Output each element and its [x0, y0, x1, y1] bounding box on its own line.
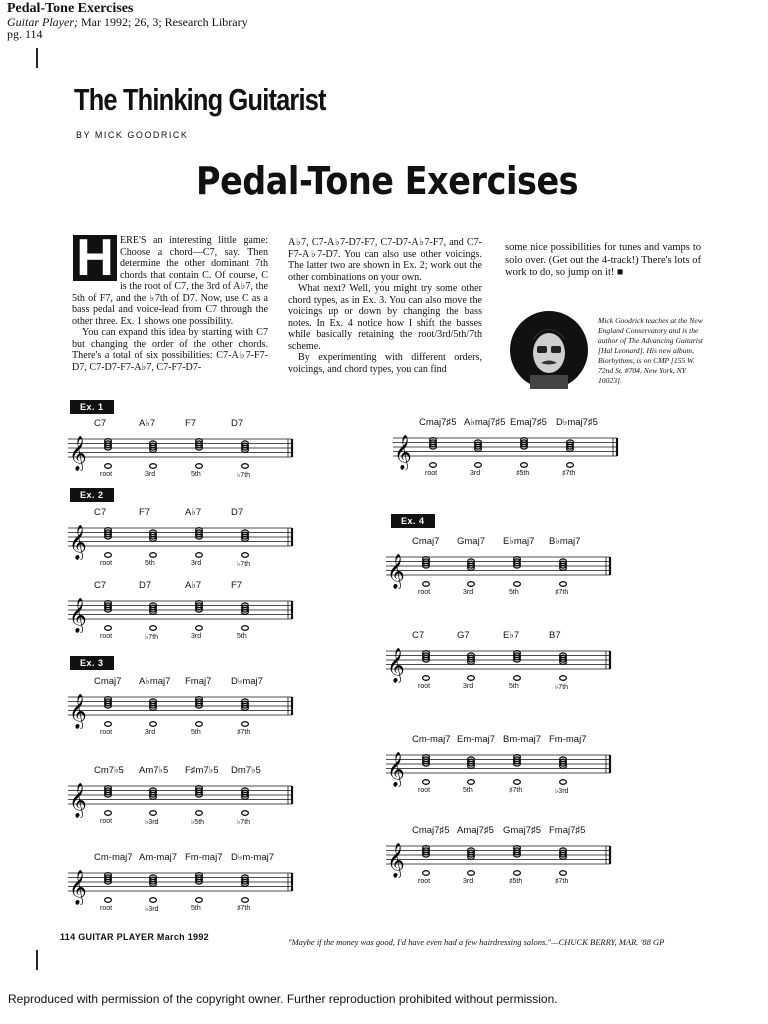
body-column-3: [505, 242, 701, 280]
pedal-note-head: [514, 871, 521, 876]
pedal-note-head: [560, 582, 567, 587]
pedal-note-head: [105, 898, 112, 903]
pedal-note-head: [150, 898, 157, 903]
scale-degree: 3rd: [463, 683, 474, 690]
staff-system: [68, 676, 300, 740]
pedal-note-head: [514, 582, 521, 587]
treble-clef-icon: 𝄞: [69, 870, 87, 905]
scale-degree: 3rd: [191, 633, 202, 640]
byline: BY MICK GOODRICK: [76, 130, 189, 140]
chord-symbol: D7: [231, 507, 244, 518]
scale-degree: 5th: [191, 729, 201, 736]
chord-symbol: D♭maj7: [231, 676, 263, 687]
chord-symbol: D7: [231, 418, 244, 429]
staff-system: [386, 825, 618, 889]
chord-symbol: Am-maj7: [139, 852, 178, 863]
pedal-note-head: [196, 626, 203, 631]
scale-degree: ♭7th: [237, 819, 251, 826]
page-number: pg. 114: [7, 27, 43, 41]
example-2-label: Ex. 2: [70, 488, 114, 502]
example-3-label: Ex. 3: [70, 656, 114, 670]
chord-symbol: Dm7♭5: [231, 765, 261, 776]
chord-symbol: A♭7: [185, 580, 202, 591]
scale-degree: ♯7th: [237, 905, 251, 912]
paragraph: ERE'S an interesting little game: Choose a chord—C7, say. Then determine the other dominant 7th chords that contain C. Of course, C is the root of C7, the 3rd of A♭7, the 5th of F7, and the ♭7th of D7. Now, use C as a bass pedal and voice-lead from C7 through the other three. Ex. 1 shows one possibility.: [72, 235, 268, 327]
scale-degree: ♭7th: [237, 561, 251, 568]
music-staff: [393, 430, 625, 470]
scale-degree: ♭7th: [555, 684, 569, 691]
scale-degree: 5th: [463, 787, 473, 794]
reproduction-notice: Reproduced with permission of the copyright owner. Further reproduction prohibited without permission.: [8, 992, 558, 1006]
scale-degree: ♭3rd: [555, 788, 569, 795]
scale-degree: ♯5th: [516, 470, 530, 477]
source-magazine: Guitar Player;: [7, 15, 78, 29]
staff-system: [68, 765, 300, 829]
chord-symbol: C7: [412, 630, 425, 641]
chord-symbol: Cmaj7: [412, 536, 440, 547]
body-column-2: [288, 237, 482, 375]
staff-system: [68, 418, 300, 482]
scale-degree: root: [418, 878, 431, 885]
treble-clef-icon: 𝄞: [69, 436, 87, 471]
chord-symbol: Fm-maj7: [549, 734, 587, 745]
paragraph: By experimenting with different orders, voicings, and chord types, you can find: [288, 352, 482, 375]
scale-degree: ♯7th: [509, 787, 523, 794]
pedal-note-head: [521, 463, 528, 468]
scale-degree: root: [100, 905, 113, 912]
chord-symbol: Cmaj7: [94, 676, 122, 687]
music-staff: [68, 778, 300, 818]
chord-symbol: E♭maj7: [503, 536, 535, 547]
chord-symbol: E♭7: [503, 630, 520, 641]
chord-symbol: Cmaj7♯5: [419, 417, 457, 428]
chord-symbol: A♭7: [185, 507, 202, 518]
scale-degree: ♭7th: [145, 634, 159, 641]
scale-degree: ♭3rd: [145, 819, 159, 826]
chord-symbol: Emaj7♯5: [510, 417, 547, 428]
chord-symbol: Fmaj7: [185, 676, 212, 687]
scale-degree: 5th: [509, 683, 519, 690]
pedal-note-head: [105, 553, 112, 558]
scale-degree: root: [100, 560, 113, 567]
pedal-note-head: [468, 676, 475, 681]
pedal-note-head: [468, 780, 475, 785]
crop-mark-top: [36, 48, 38, 68]
author-bio: Mick Goodrick teaches at the New England Conservatory and is the author of The Advancing Guitarist [Hal Leonard]. His new album, Biorhythms, is on CMP [155 W. 72nd St. #704, New York, NY 10023].: [598, 316, 703, 385]
paragraph: You can expand this idea by starting with C7 but changing the order of the other chords. There's a total of six possibilities: C7-A♭7-F7-D7, C7-D7-F7-A♭7, C7-F7-D7-: [72, 327, 268, 373]
page-footer: 114 GUITAR PLAYER March 1992: [60, 932, 209, 942]
drop-cap: H: [73, 235, 117, 281]
music-staff: [386, 838, 618, 878]
scale-degree: 5th: [145, 560, 155, 567]
treble-clef-icon: 𝄞: [387, 752, 405, 787]
chord-symbol: F7: [185, 418, 197, 429]
chord-symbol: Amaj7♯5: [457, 825, 494, 836]
chord-symbol: Cmaj7♯5: [412, 825, 450, 836]
chord-symbol: D7: [139, 580, 152, 591]
pedal-note-head: [423, 582, 430, 587]
scale-degree: ♯7th: [555, 878, 569, 885]
pedal-note-head: [514, 676, 521, 681]
chord-symbol: C7: [94, 580, 107, 591]
staff-system: [68, 580, 300, 644]
pedal-note-head: [196, 898, 203, 903]
treble-clef-icon: 𝄞: [387, 648, 405, 683]
chord-symbol: Fm-maj7: [185, 852, 223, 863]
staff-system: [386, 536, 618, 600]
pedal-note-head: [150, 553, 157, 558]
scale-degree: 5th: [237, 633, 247, 640]
treble-clef-icon: 𝄞: [69, 525, 87, 560]
pedal-note-head: [423, 871, 430, 876]
pedal-note-head: [514, 780, 521, 785]
pedal-note-head: [242, 464, 249, 469]
chord-symbol: D♭maj7♯5: [556, 417, 598, 428]
treble-clef-icon: 𝄞: [69, 783, 87, 818]
scale-degree: root: [100, 471, 113, 478]
music-staff: [68, 689, 300, 729]
pedal-note-head: [423, 780, 430, 785]
scale-degree: 3rd: [463, 878, 474, 885]
chord-symbol: Cm-maj7: [94, 852, 133, 863]
pedal-note-head: [196, 464, 203, 469]
scale-degree: ♯7th: [555, 589, 569, 596]
pedal-note-head: [560, 676, 567, 681]
pedal-note-head: [196, 722, 203, 727]
chord-symbol: Em-maj7: [457, 734, 496, 745]
chord-symbol: A♭7: [139, 418, 156, 429]
chord-symbol: F7: [231, 580, 243, 591]
scale-degree: 5th: [191, 905, 201, 912]
pedal-note-head: [196, 553, 203, 558]
scale-degree: ♯7th: [562, 470, 576, 477]
treble-clef-icon: 𝄞: [387, 843, 405, 878]
music-staff: [386, 549, 618, 589]
pedal-note-head: [150, 464, 157, 469]
music-staff: [386, 643, 618, 683]
pedal-note-head: [150, 811, 157, 816]
pedal-note-head: [468, 582, 475, 587]
pedal-note-head: [105, 464, 112, 469]
music-staff: [68, 593, 300, 633]
scale-degree: root: [418, 589, 431, 596]
scale-degree: 3rd: [463, 589, 474, 596]
chord-symbol: F7: [139, 507, 151, 518]
chord-symbol: Cm7♭5: [94, 765, 124, 776]
chord-symbol: C7: [94, 507, 107, 518]
pedal-note-head: [560, 780, 567, 785]
chord-symbol: Fmaj7♯5: [549, 825, 586, 836]
scale-degree: 3rd: [145, 471, 156, 478]
staff-system: [386, 630, 618, 694]
music-staff: [68, 865, 300, 905]
chord-symbol: A♭maj7: [139, 676, 171, 687]
chord-symbol: C7: [94, 418, 107, 429]
chord-symbol: F♯m7♭5: [185, 765, 219, 776]
scale-degree: 3rd: [470, 470, 481, 477]
pedal-note-head: [242, 626, 249, 631]
chord-symbol: B♭maj7: [549, 536, 581, 547]
column-name: The Thinking Guitarist: [74, 82, 326, 117]
scale-degree: root: [100, 633, 113, 640]
scale-degree: root: [418, 787, 431, 794]
pedal-note-head: [430, 463, 437, 468]
pedal-note-head: [105, 722, 112, 727]
scale-degree: ♯7th: [237, 729, 251, 736]
pedal-note-head: [242, 811, 249, 816]
staff-system: [68, 852, 300, 916]
chord-symbol: Gmaj7♯5: [503, 825, 542, 836]
scale-degree: 5th: [509, 589, 519, 596]
example-1-label: Ex. 1: [70, 400, 114, 414]
pedal-note-head: [150, 722, 157, 727]
chord-symbol: Am7♭5: [139, 765, 169, 776]
chord-symbol: B7: [549, 630, 561, 641]
scale-degree: root: [100, 818, 113, 825]
treble-clef-icon: 𝄞: [69, 694, 87, 729]
source-citation: [7, 15, 248, 30]
chord-symbol: Bm-maj7: [503, 734, 542, 745]
music-staff: [386, 747, 618, 787]
scale-degree: root: [418, 683, 431, 690]
treble-clef-icon: 𝄞: [394, 435, 412, 470]
crop-mark-bottom: [36, 950, 38, 970]
scale-degree: ♭7th: [237, 472, 251, 479]
author-portrait-icon: [510, 311, 588, 389]
document-title: Pedal-Tone Exercises: [7, 1, 134, 16]
chord-symbol: Cm-maj7: [412, 734, 451, 745]
paragraph: A♭7, C7-A♭7-D7-F7, C7-D7-A♭7-F7, and C7-F7-A♭7-D7. You can also use other voicings. The latter two are shown in Ex. 2; work out the other combinations on your own.: [288, 237, 482, 283]
pedal-note-head: [475, 463, 482, 468]
scale-degree: 3rd: [145, 729, 156, 736]
pedal-note-head: [560, 871, 567, 876]
pedal-note-head: [150, 626, 157, 631]
scale-degree: ♭3rd: [145, 906, 159, 913]
treble-clef-icon: 𝄞: [387, 554, 405, 589]
scale-degree: ♭5th: [191, 819, 205, 826]
pedal-note-head: [242, 722, 249, 727]
example-4-label: Ex. 4: [391, 514, 435, 528]
author-photo: [510, 311, 588, 389]
scale-degree: 5th: [191, 471, 201, 478]
scale-degree: 3rd: [191, 560, 202, 567]
pedal-note-head: [196, 811, 203, 816]
article-title: Pedal-Tone Exercises: [196, 159, 579, 203]
pedal-note-head: [567, 463, 574, 468]
pedal-note-head: [105, 811, 112, 816]
scale-degree: root: [425, 470, 438, 477]
drop-cap-space: [72, 235, 120, 283]
chord-symbol: A♭maj7♯5: [464, 417, 506, 428]
pedal-note-head: [242, 553, 249, 558]
chord-symbol: Gmaj7: [457, 536, 485, 547]
scale-degree: ♯5th: [509, 878, 523, 885]
music-staff: [68, 520, 300, 560]
chord-symbol: D♭m-maj7: [231, 852, 275, 863]
pedal-note-head: [105, 626, 112, 631]
staff-system: [386, 734, 618, 798]
pedal-note-head: [242, 898, 249, 903]
staff-system: [68, 507, 300, 571]
pedal-note-head: [423, 676, 430, 681]
music-staff: [68, 431, 300, 471]
footer-quote: "Maybe if the money was good, I'd have even had a few hairdressing salons."—CHUCK BERRY, MAR. '88 GP: [288, 937, 665, 947]
paragraph: What next? Well, you might try some other chord types, as in Ex. 3. You can also move the voicings up or down by changing the bass notes. In Ex. 4 notice how I shift the basses while basically retaining the root/3rd/5th/7th scheme.: [288, 283, 482, 352]
scale-degree: root: [100, 729, 113, 736]
staff-system: [393, 417, 625, 481]
body-column-1: [72, 235, 268, 373]
treble-clef-icon: 𝄞: [69, 598, 87, 633]
pedal-note-head: [468, 871, 475, 876]
paragraph: some nice possibilities for tunes and vamps to solo over. (Get out the 4-track!) There's lots of work to do, so jump on it! ■: [505, 242, 701, 278]
chord-symbol: G7: [457, 630, 470, 641]
source-details: Mar 1992; 26, 3; Research Library: [81, 15, 248, 29]
